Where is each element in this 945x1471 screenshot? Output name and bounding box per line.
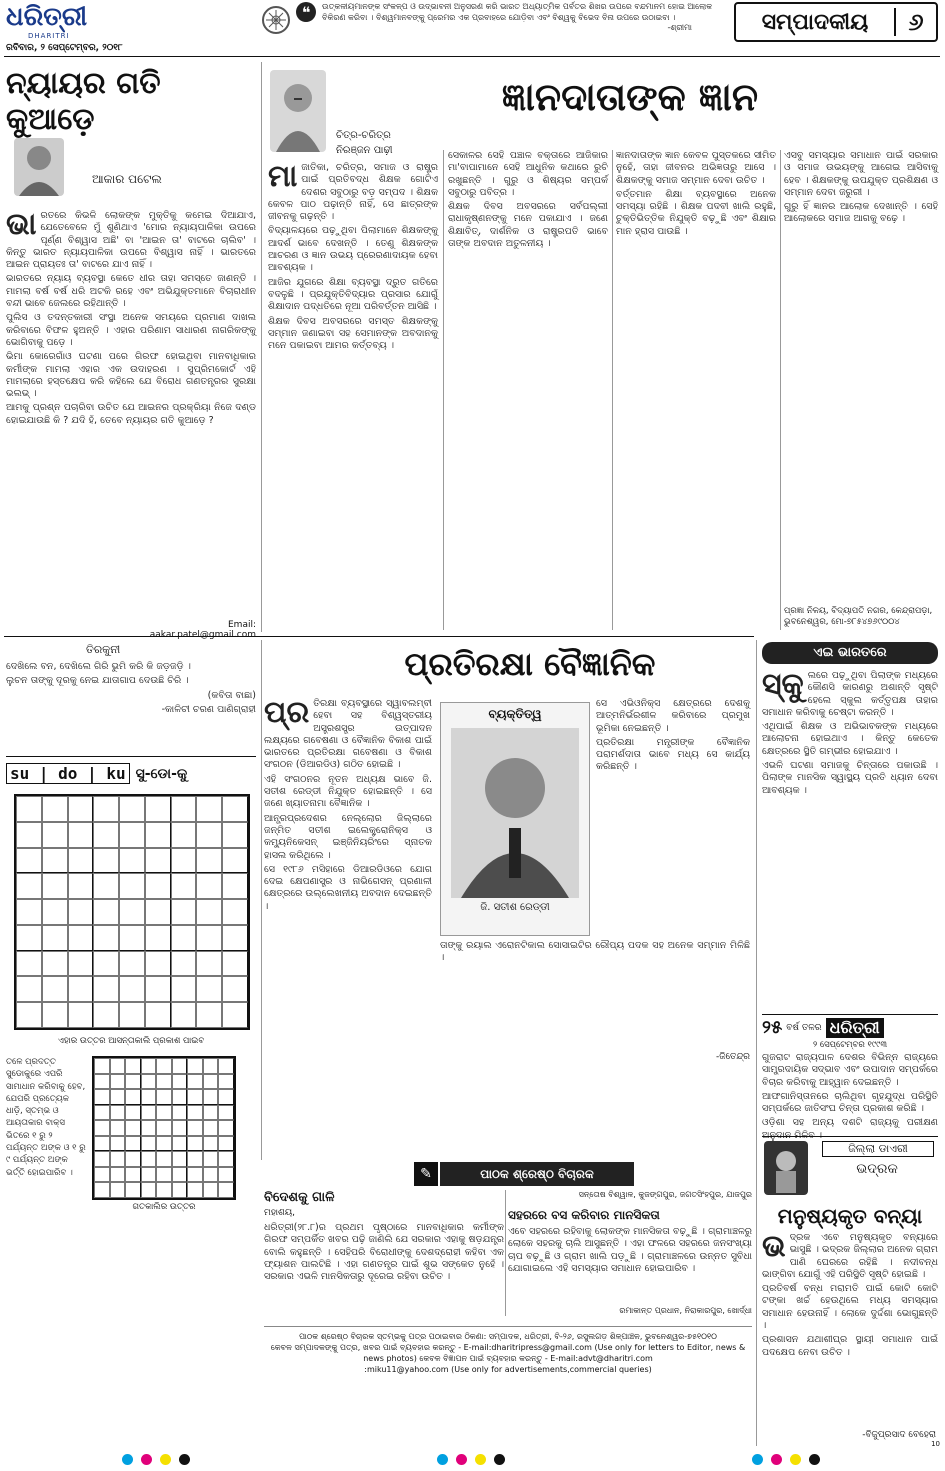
paragraph: ରତରେ କିଭଳି ଲୋକଙ୍କ ମୁକ୍ତିକୁ କମେଇ ଦିଆଯାଏ, ଯେତେବେଳେ ମୁଁ ଶୁଣିଥାଏ 'ମୋର ନ୍ୟାୟପାଳିକା ଉପରେ ପୂର୍ଣ୍ଣ ବିଶ୍ୱାସ ଅଛି' ବା 'ଆଇନ ତା' ବାଟରେ ଚାଲିବ' । କିନ୍ତୁ ଭାରତ ନ୍ୟାୟପାଳିକା ଉପରେ ବିଶ୍ୱାସ ନାହିଁ । ଭାରତରେ ଆଇନ ପ୍ରାୟତଃ ତା' ବାଟରେ ଯାଏ ନାହିଁ । <box>6 210 256 271</box>
sudoku-cell[interactable] <box>93 925 119 951</box>
sudoku-previous-cell <box>94 1089 110 1105</box>
sudoku-previous-cell <box>141 1182 157 1198</box>
sudoku-cell[interactable] <box>16 848 42 874</box>
sudoku-previous-cell <box>125 1167 141 1183</box>
sudoku-cell[interactable] <box>16 976 42 1002</box>
black-dot <box>179 1454 190 1465</box>
masthead <box>0 0 945 53</box>
flashback-brand: ଧରିତ୍ରୀ <box>826 1018 884 1038</box>
flashback-date: ୨ ସେପ୍ଟେମ୍ବର ୧୯୯୩ <box>812 1040 888 1050</box>
flashback-label: ବର୍ଷ ତଳର <box>786 1022 822 1033</box>
section-title: ସମ୍ପାଦକୀୟ <box>761 9 869 35</box>
sudoku-previous-cell <box>156 1167 172 1183</box>
sudoku-previous-cell <box>203 1167 219 1183</box>
sudoku-cell[interactable] <box>171 976 197 1002</box>
scientist-col-2 <box>596 698 750 934</box>
sudoku-cell[interactable] <box>222 848 248 874</box>
paragraph: ଜାତିକା, ଚରିତ୍ର, ସମାଜ ଓ ରାଷ୍ଟ୍ର ପାଇଁ ପ୍ରତିବଦ୍ଧ ଶିକ୍ଷକ ଗୋଟିଏ ଦେଶର ସବୁଠାରୁ ବଡ଼ ସମ୍ପଦ । ଶିକ୍ଷକ କେବଳ ପାଠ ପଢ଼ାନ୍ତି ନାହିଁ, ସେ ଛାତ୍ରଙ୍କ ଜୀବନକୁ ଗଢ଼ନ୍ତି । <box>268 162 438 223</box>
sudoku-previous-cell <box>125 1136 141 1152</box>
sudoku-cell[interactable] <box>93 822 119 848</box>
sudoku-previous-cell <box>125 1120 141 1136</box>
sudoku-previous-cell <box>172 1136 188 1152</box>
sudoku-previous-cell <box>94 1074 110 1090</box>
sudoku-previous-cell <box>218 1089 234 1105</box>
sudoku-previous-cell <box>141 1058 157 1074</box>
poem-line: ଲୁଚନ ତାଙ୍କୁ ଦୂରକୁ ନେଇ ଯାତାଗାପ ଦେଉଛି ଚିରି । <box>6 675 189 687</box>
sudoku-cell[interactable] <box>171 822 197 848</box>
sudoku-previous-cell <box>172 1089 188 1105</box>
paragraph: ଦ୍ରକ ଏବେ ମନୁଷ୍ୟକୃତ ବନ୍ୟାରେ ଭାସୁଛି । ଭଦ୍ରକ ଜିଲ୍ଲାର ଅନେକ ଗ୍ରାମ ପାଣି ଘେରରେ ରହିଛି । ନଦୀବନ୍ଧ ଭାଙ୍ଗିବା ଯୋଗୁଁ ଏହି ପରିସ୍ଥିତି ସୃଷ୍ଟି ହୋଇଛି । <box>762 1232 938 1280</box>
sudoku-previous-cell <box>218 1074 234 1090</box>
sudoku-cell[interactable] <box>119 951 145 977</box>
sudoku-previous-cell <box>172 1167 188 1183</box>
cyan-dot <box>122 1454 133 1465</box>
sudoku-cell[interactable] <box>68 899 94 925</box>
sudoku-previous-cell <box>94 1058 110 1074</box>
sudoku-rules: ତଳେ ପ୍ରଦତ୍ତ ସୁଡୋକୁରେ ଏପରି ସାମାଧାନ କରିବାକୁ ହେବ, ଯେପରି ପ୍ରତ୍ୟେକ ଧାଡ଼ି, ସ୍ତମ୍ଭ ଓ ଆୟତାକାର ବାକ୍ସ ଭିତରେ ୧ ରୁ ୨ ପର୍ଯ୍ୟନ୍ତ ଅଙ୍କ ଓ ୧ ରୁ ୯ ପର୍ଯ୍ୟନ୍ତ ଅଙ୍କ ଭର୍ତ୍ତି ହୋଇପାରିବ । <box>6 1057 86 1178</box>
sudoku-previous-cell <box>187 1074 203 1090</box>
sudoku-cell[interactable] <box>16 899 42 925</box>
paragraph: ଆନ୍ଧ୍ରପ୍ରଦେଶର ନେଲ୍ଲୋର ଜିଲ୍ଲାରେ ଜନ୍ମିତ ସତୀଶ ଇଲେକ୍ଟ୍ରୋନିକ୍ସ ଓ କମ୍ୟୁନିକେସନ୍ ଇଞ୍ଜିନିୟରିଂରେ ସ୍ନାତକ ହାସଲ କରିଥିଲେ । <box>264 812 432 861</box>
sudoku-cell[interactable] <box>119 976 145 1002</box>
black-dot <box>494 1454 505 1465</box>
sudoku-previous-cell <box>187 1167 203 1183</box>
sudoku-cell[interactable] <box>42 848 68 874</box>
sudoku-previous-label: ଗତକାଲିର ଉତ୍ତର <box>132 1202 196 1212</box>
footer-email-advt: :miku11@yahoo.com (Use only for advertisements,commercial queries) <box>364 1365 652 1374</box>
paragraph: ଭାରତରେ ନ୍ୟାୟ ବ୍ୟବସ୍ଥା କେତେ ଧୀର ତାହା ସମସ୍ତେ ଜାଣନ୍ତି । ମାମଲା ବର୍ଷ ବର୍ଷ ଧରି ଅଟକି ରହେ ଏବଂ ଅଭିଯୁକ୍ତମାନେ ବିଚାରାଧୀନ ବନ୍ଦୀ ଭାବେ ଜେଲରେ ରହିଥାନ୍ତି । <box>6 273 256 310</box>
sudoku-cell[interactable] <box>145 899 171 925</box>
sudoku-previous-cell <box>187 1120 203 1136</box>
flashback-item: ଓଡ଼ିଶା ସହ ଅନ୍ୟ ଦଶଟି ରାଜ୍ୟକୁ ପରୀକ୍ଷଣ ଅନୁଦାନ ମିଳିବ । <box>762 1117 938 1141</box>
sudoku-previous-cell <box>156 1074 172 1090</box>
sudoku-previous-cell <box>203 1151 219 1167</box>
sudoku-cell[interactable] <box>42 899 68 925</box>
flashback-item: ଆଫଗାନିସ୍ତାନରେ ଚାଲିଥିବା ଗୃହଯୁଦ୍ଧ ପରିସ୍ଥିତି ସମ୍ପର୍କରେ ଜାତିସଂଘ ଚିନ୍ତା ପ୍ରକାଶ କରିଛି । <box>762 1090 938 1115</box>
sudoku-cell[interactable] <box>222 925 248 951</box>
sudoku-section <box>6 756 256 1433</box>
sudoku-cell[interactable] <box>42 951 68 977</box>
column-author: ନିରଞ୍ଜନ ପାଢ଼ୀ <box>336 145 393 156</box>
sudoku-cell[interactable] <box>171 848 197 874</box>
paragraph: ଏହି ସଂଗଠନର ନୂତନ ଅଧ୍ୟକ୍ଷ ଭାବେ ଜି. ସତୀଶ ରେଡ୍ଡୀ ନିଯୁକ୍ତ ହୋଇଛନ୍ତି । ସେ ଜଣେ ଖ୍ୟାତନାମା ବୈଜ୍ଞାନିକ । <box>264 773 432 810</box>
flashback-items <box>762 1052 938 1141</box>
sudoku-title-or: ସୁ-ଡୋ-କୁ <box>135 765 188 782</box>
sudoku-cell[interactable] <box>171 1002 197 1028</box>
cyan-dot <box>437 1454 448 1465</box>
dropcap: ମା <box>268 159 298 194</box>
sudoku-cell[interactable] <box>68 976 94 1002</box>
flashback-box <box>762 1014 938 1141</box>
sudoku-cell[interactable] <box>93 951 119 977</box>
sudoku-previous-cell <box>156 1120 172 1136</box>
letter1-salutation: ମହାଶୟ, <box>264 1208 296 1218</box>
sudoku-previous-cell <box>218 1058 234 1074</box>
lead-editorial-title: ଜ୍ଞାନଦାତାଙ୍କ ଜ୍ଞାନ <box>501 75 759 119</box>
sudoku-cell[interactable] <box>222 951 248 977</box>
footer-email: କେବଳ ସମ୍ପାଦକଙ୍କୁ ପତ୍ର, ଖବର ପାଇଁ ବ୍ୟବହାର କରନ୍ତୁ - E-mail:dharitripress@gmail.com (Use only for letters to Editor, news & news photos) କେବଳ ବିଜ୍ଞାପନ ପାଇଁ ବ୍ୟବହାର କରନ୍ତୁ - E-mail:advt@dharitri.com <box>270 1343 746 1363</box>
sudoku-cell[interactable] <box>171 951 197 977</box>
poem-line: (କବିତା ବାଛା) <box>207 689 256 701</box>
sudoku-cell[interactable] <box>68 873 94 899</box>
sudoku-previous-cell <box>156 1105 172 1121</box>
sudoku-cell[interactable] <box>119 925 145 951</box>
sudoku-cell[interactable] <box>222 873 248 899</box>
lead-col-2 <box>616 150 776 628</box>
sudoku-cell[interactable] <box>171 925 197 951</box>
sudoku-previous-cell <box>141 1074 157 1090</box>
sudoku-cell[interactable] <box>16 873 42 899</box>
cmyk-marks <box>437 1450 508 1469</box>
sudoku-previous-cell <box>141 1089 157 1105</box>
letters-icon: ✎ <box>414 1162 438 1186</box>
flashback-item: ଗୁଜରାଟ ରାଜ୍ୟପାଳ ଦେଶର ବିଭିନ୍ନ ରାଜ୍ୟରେ ସାମ୍ପ୍ରଦାୟିକ ସଦ୍ଭାବ ଏବଂ ଉପାଦାନ ସମ୍ପର୍କରେ ବିଚାର କରିବାକୁ ଆହ୍ୱାନ ଦେଇଛନ୍ତି । <box>762 1052 938 1088</box>
flood-title: ମନୁଷ୍ୟକୃତ ବନ୍ୟା <box>777 1204 923 1228</box>
sudoku-previous-cell <box>187 1136 203 1152</box>
sudoku-previous-cell <box>110 1058 126 1074</box>
author-photo <box>14 138 64 196</box>
letter2-signature: ରମାକାନ୍ତ ପ୍ରଧାନ, ନିରାକାରପୁର, ଖୋର୍ଦ୍ଧା <box>619 1306 752 1315</box>
print-registration-bar <box>0 1452 945 1466</box>
letter2-title: ସହରରେ ବସ କରିବାର ମାନସିକତା <box>508 1208 660 1222</box>
sudoku-cell[interactable] <box>42 822 68 848</box>
paragraph: ଶିକ୍ଷକ ଦିବସ ଅବସରରେ ସର୍ବପଲ୍ଲୀ ରାଧାକୃଷ୍ଣନଙ୍କୁ ମନେ ପକାଯାଏ । ଜଣେ ଶିକ୍ଷାବିତ୍, ଦାର୍ଶନିକ ଓ ରାଷ୍ଟ୍ରପତି ଭାବେ ତାଙ୍କ ଅବଦାନ ଅତୁଳନୀୟ । <box>448 201 608 250</box>
scientist-title: ପ୍ରତିରକ୍ଷା ବୈଜ୍ଞାନିକ <box>404 645 656 683</box>
sudoku-previous-cell <box>187 1151 203 1167</box>
sudoku-cell[interactable] <box>145 822 171 848</box>
sudoku-previous-cell <box>94 1105 110 1121</box>
paragraph: ତିରକ୍ଷା ବ୍ୟବସ୍ଥାରେ ସ୍ୱାବଲମ୍ବୀ ହେବା ସହ ବିଶ୍ୱସ୍ତରୀୟ ଅସ୍ତ୍ରଶସ୍ତ୍ର ଉତ୍ପାଦନ ଲକ୍ଷ୍ୟରେ ଗବେଷଣା ଓ ବୈଜ୍ଞାନିକ ବିକାଶ ପାଇଁ ଭାରତରେ ପ୍ରତିରକ୍ଷା ଗବେଷଣା ଓ ବିକାଶ ସଂଗଠନ (ଡିଆରଡିଓ) ଗଠିତ ହୋଇଛି । <box>264 698 432 771</box>
flood-body <box>762 1229 938 1428</box>
lead-col-1 <box>448 150 608 628</box>
footer-address: ପାଠକ ଶ୍ରେଷ୍ଠ ବିଚାରକ ସ୍ତମ୍ଭକୁ ପତ୍ର ପଠାଇବାର ଠିକଣା: ସମ୍ପାଦକ, ଧରିତ୍ରୀ, ବି-୨୬, ରସୁଲଗଡ଼ ଶିଳ୍ପାଞ୍ଚଳ, ଭୁବନେଶ୍ୱର-୭୫୧୦୧୦ <box>299 1332 717 1341</box>
sudoku-cell[interactable] <box>222 1002 248 1028</box>
paragraph: ଭିମା କୋରେଗାଁଓ ଘଟଣା ପରେ ଗିରଫ ହୋଇଥିବା ମାନବାଧିକାର କର୍ମୀଙ୍କ ମାମଲା ଏହାର ଏକ ଉଦାହରଣ । ସୁପ୍ରିମକୋର୍ଟ ଏହି ମାମଲାରେ ହସ୍ତକ୍ଷେପ କରି କହିଲେ ଯେ ବିରୋଧ ଗଣତନ୍ତ୍ରର ସୁରକ୍ଷା ଭଲଭ୍ । <box>6 351 256 400</box>
paragraph: ଜ୍ଞାନଦାତାଙ୍କ ଜ୍ଞାନ କେବଳ ପୁସ୍ତକରେ ସୀମିତ ନୁହେଁ, ତାହା ଜୀବନର ଅଭିଜ୍ଞତାରୁ ଆସେ । ଶିକ୍ଷକଙ୍କୁ ସମାଜ ସମ୍ମାନ ଦେବା ଉଚିତ । <box>616 150 776 186</box>
dropcap: ପ୍ର <box>264 695 310 730</box>
sudoku-previous-cell <box>94 1182 110 1198</box>
sudoku-cell[interactable] <box>171 796 197 822</box>
paragraph: ଏଭଳି ଘଟଣା ସମାଜକୁ ଚିନ୍ତାରେ ପକାଉଛି । ପିଲାଙ୍କ ମାନସିକ ସ୍ୱାସ୍ଥ୍ୟ ପ୍ରତି ଧ୍ୟାନ ଦେବା ଆବଶ୍ୟକ । <box>762 760 938 796</box>
sudoku-cell[interactable] <box>145 951 171 977</box>
sudoku-previous-cell <box>156 1136 172 1152</box>
sudoku-previous-cell <box>172 1182 188 1198</box>
sudoku-cell[interactable] <box>145 925 171 951</box>
sudoku-cell[interactable] <box>42 1002 68 1028</box>
sudoku-previous-cell <box>156 1058 172 1074</box>
sudoku-previous-cell <box>218 1136 234 1152</box>
sudoku-previous-cell <box>172 1058 188 1074</box>
sudoku-previous-cell <box>94 1151 110 1167</box>
paragraph: ଗୁରୁ ହିଁ ଜ୍ଞାନର ଆଲୋକ ଦେଖାନ୍ତି । ସେହି ଆଲୋକରେ ସମାଜ ଆଗକୁ ବଢ଼େ । <box>784 201 938 225</box>
sudoku-previous-cell <box>218 1105 234 1121</box>
column-label: ଚିତ୍ର-ଚରିତ୍ର <box>336 130 391 141</box>
lead-signature: ପ୍ରଜ୍ଞା ନିଳୟ, ବିଦ୍ୟାପତି ନଗର, କେନ୍ଦ୍ରାପଡ଼ା, ଭୁବନେଶ୍ୱର, ମୋ-୭୮୫୪୭୬୯୦୦୪ <box>784 606 933 627</box>
sudoku-previous-cell <box>187 1089 203 1105</box>
brand-name: ଧରିତ୍ରୀ <box>6 2 88 32</box>
dropcap: ଭ <box>762 1229 786 1264</box>
sudoku-cell[interactable] <box>68 822 94 848</box>
sudoku-cell[interactable] <box>93 976 119 1002</box>
sudoku-previous-cell <box>94 1167 110 1183</box>
scientist-col-1 <box>264 695 432 1148</box>
brand-sub: DHARITRI <box>28 32 70 40</box>
paragraph: ଆମକୁ ପ୍ରଶ୍ନ ପଚାରିବା ଉଚିତ ଯେ ଆଇନର ପ୍ରକ୍ରିୟା ନିଜେ ଦଣ୍ଡ ହୋଇଯାଉଛି କି ? ଯଦି ହଁ, ତେବେ ନ୍ୟାୟର ଗତି କୁଆଡ଼େ ? <box>6 402 256 426</box>
sudoku-previous-cell <box>110 1120 126 1136</box>
sudoku-cell[interactable] <box>196 899 222 925</box>
dropcap: ସ୍କୁ <box>762 667 804 702</box>
sudoku-cell[interactable] <box>196 796 222 822</box>
sudoku-previous-cell <box>218 1182 234 1198</box>
sudoku-previous-cell <box>172 1151 188 1167</box>
sudoku-cell[interactable] <box>196 873 222 899</box>
sudoku-previous-cell <box>203 1182 219 1198</box>
letter1-signature: ସନ୍ତୋଷ ବିଶ୍ୱାଳ, କୁଜଙ୍ଗପୁର, ଜଗତସିଂହପୁର, ଯାଜପୁର <box>578 1190 752 1199</box>
sudoku-cell[interactable] <box>42 976 68 1002</box>
sudoku-previous-cell <box>218 1167 234 1183</box>
poem-line: ଦେଖିଲେ ବନ, ଦେଖିଲେ ଗିରି ଭୁମି କରି କି ଜଡ଼ଜଡ଼ି । <box>6 661 191 672</box>
quote-mark-icon: ❝ <box>296 2 316 22</box>
sudoku-cell[interactable] <box>119 848 145 874</box>
sudoku-header <box>6 763 256 784</box>
paragraph: ବିଦ୍ୟାଳୟରେ ପଢ଼ୁଥିବା ପିଲାମାନେ ଶିକ୍ଷକଙ୍କୁ ଆଦର୍ଶ ଭାବେ ଦେଖନ୍ତି । ତେଣୁ ଶିକ୍ଷକଙ୍କ ଆଚରଣ ଓ ଜ୍ଞାନ ଉଭୟ ପ୍ରେରଣାଦାୟକ ହେବା ଆବଶ୍ୟକ । <box>268 225 438 274</box>
sudoku-previous-cell <box>141 1105 157 1121</box>
sudoku-previous-cell <box>125 1058 141 1074</box>
columnist-photo <box>270 70 326 152</box>
paragraph: ସେକାଳର ସେହି ପଞ୍ଚାଳ ବକ୍ତାରେ ଆଜିକାର ମା'ବାପାମାନେ ସେହି ଆଧୁନିକ କଥାରେ ରୁଚି ରଖୁଛନ୍ତି । ଗୁରୁ ଓ ଶିଷ୍ୟର ସମ୍ପର୍କ ସବୁଠାରୁ ପବିତ୍ର । <box>448 150 608 198</box>
paragraph: ଏଥିପାଇଁ ଶିକ୍ଷକ ଓ ଅଭିଭାବକଙ୍କ ମଧ୍ୟରେ ଆଲୋଚନା ହୋଇଥାଏ । କିନ୍ତୁ କେତେକ କ୍ଷେତ୍ରରେ ସ୍ଥିତି ଗମ୍ଭୀର ହୋଇଯାଏ । <box>762 721 938 757</box>
magenta-dot <box>456 1454 467 1465</box>
section-label <box>734 2 938 42</box>
cmyk-marks <box>752 1450 823 1469</box>
author-email: Email: aakar.patel@gmail.com <box>149 620 256 640</box>
page-number: ୬ <box>894 8 936 36</box>
sudoku-previous-cell <box>125 1105 141 1121</box>
scientist-col-3 <box>440 940 750 1048</box>
sudoku-grid[interactable] <box>14 794 250 1030</box>
brand-logo <box>6 2 88 42</box>
paragraph: ସେ ୧୯୮୬ ମସିହାରେ ଡିଆରଡିଓରେ ଯୋଗ ଦେଇ କ୍ଷେପଣାସ୍ତ୍ର ଓ ନାଭିଗେସନ୍ ପ୍ରଣାଳୀ କ୍ଷେତ୍ରରେ ଉଲ୍ଲେଖନୀୟ ଅବଦାନ ଦେଇଛନ୍ତି । <box>264 863 432 912</box>
sudoku-cell[interactable] <box>119 1002 145 1028</box>
letter1-body: ଧରିତ୍ରୀ(୨୮.୮)ର ପ୍ରଥମ ପୃଷ୍ଠାରେ ମାନବାଧିକାର କର୍ମୀଙ୍କ ଗିରଫ ସମ୍ପର୍କିତ ଖବର ପଢ଼ି ଜାଣିଲି ଯେ ସରକାର ଏହାକୁ ଷଡ଼ଯନ୍ତ୍ର ବୋଲି କହୁଛନ୍ତି । ସେହିପରି ବିରୋଧୀଙ୍କୁ ଦେଶଦ୍ରୋହୀ କହିବା ଏକ ଫ୍ୟାଶନ ପାଲଟିଛି । ଏହା ଗଣତନ୍ତ୍ର ପାଇଁ ଶୁଭ ସଙ୍କେତ ନୁହେଁ । ସରକାର ଏଭଳି ମାନସିକତାରୁ ଦୂରେଇ ରହିବା ଉଚିତ । <box>264 1222 504 1283</box>
sudoku-previous-cell <box>110 1089 126 1105</box>
sudoku-cell[interactable] <box>68 848 94 874</box>
sudoku-cell[interactable] <box>222 976 248 1002</box>
scientist-signature: -ଜିତେନ୍ଦ୍ର <box>715 1052 750 1062</box>
district-name: ଭଦ୍ରକ <box>856 1161 898 1177</box>
sudoku-previous-cell <box>156 1182 172 1198</box>
letters-footer <box>264 1326 752 1375</box>
sudoku-cell[interactable] <box>119 822 145 848</box>
sudoku-cell[interactable] <box>68 951 94 977</box>
sudoku-cell[interactable] <box>145 873 171 899</box>
sudoku-cell[interactable] <box>16 951 42 977</box>
sudoku-answer-note: ଏହାର ଉତ୍ତର ଆସନ୍ତାକାଲି ପ୍ରକାଶ ପାଇବ <box>57 1036 205 1046</box>
sudoku-previous-cell <box>203 1136 219 1152</box>
sudoku-previous-cell <box>110 1074 126 1090</box>
scientist-photo <box>451 728 579 898</box>
sudoku-previous-cell <box>156 1151 172 1167</box>
sudoku-cell[interactable] <box>16 925 42 951</box>
sudoku-previous-cell <box>203 1058 219 1074</box>
sudoku-previous-cell <box>110 1151 126 1167</box>
sudoku-cell[interactable] <box>93 873 119 899</box>
sudoku-cell[interactable] <box>145 1002 171 1028</box>
letters-title: ପାଠକ ଶ୍ରେଷ୍ଠ ବିଚାରକ <box>440 1162 634 1186</box>
flood-signature: -ବିଜୁପ୍ରସାଦ ବେହେରା <box>862 1430 936 1440</box>
sudoku-cell[interactable] <box>222 899 248 925</box>
sudoku-cell[interactable] <box>196 976 222 1002</box>
deity-image <box>764 1141 808 1195</box>
dropcap: ଭା <box>6 207 37 242</box>
paragraph: ଶିକ୍ଷକ ଦିବସ ଅବସରରେ ସମସ୍ତ ଶିକ୍ଷକଙ୍କୁ ସମ୍ମାନ ଜଣାଇବା ସହ ସେମାନଙ୍କ ଅବଦାନକୁ ମନେ ପକାଇବା ଆମର କର୍ତ୍ତବ୍ୟ । <box>268 315 438 352</box>
sudoku-previous-cell <box>94 1136 110 1152</box>
folio-number: 10 <box>931 1440 940 1448</box>
date-line: ରବିବାର, ୨ ସେପ୍ଟେମ୍ବର, ୨୦୧୮ <box>6 43 123 53</box>
sudoku-previous-cell <box>172 1120 188 1136</box>
sudoku-cell[interactable] <box>196 925 222 951</box>
sudoku-previous-cell <box>125 1074 141 1090</box>
sudoku-cell[interactable] <box>196 822 222 848</box>
scientist-caption: ଜି. ସତୀଶ ରେଡ୍ଡୀ <box>480 902 550 913</box>
sudoku-cell[interactable] <box>145 848 171 874</box>
emblem-icon <box>262 6 290 34</box>
paragraph: ପ୍ରତିବର୍ଷ ବନ୍ଧ ମରାମତି ପାଇଁ କୋଟି କୋଟି ଟଙ୍କା ଖର୍ଚ୍ଚ ହେଉଥିଲେ ମଧ୍ୟ ସମସ୍ୟାର ସମାଧାନ ହେଉନାହିଁ । ଲୋକେ ଦୁର୍ଦ୍ଦଶା ଭୋଗୁଛନ୍ତି । <box>762 1283 938 1332</box>
sudoku-previous-cell <box>141 1151 157 1167</box>
article-justice-author: ଆକାର ପଟେଲ <box>92 172 162 186</box>
paragraph: ପ୍ରତିରକ୍ଷା ମନ୍ତ୍ରୀଙ୍କ ବୈଜ୍ଞାନିକ ପରାମର୍ଶଦାତା ଭାବେ ମଧ୍ୟ ସେ କାର୍ଯ୍ୟ କରିଛନ୍ତି । <box>596 736 750 773</box>
sudoku-title-en: su | do | ku <box>6 763 130 784</box>
article-justice-title: ନ୍ୟାୟର ଗତି କୁଆଡ଼େ <box>6 66 161 137</box>
sudoku-cell[interactable] <box>16 1002 42 1028</box>
letter2-body: ଏବେ ସହରରେ ରହିବାକୁ ଲୋକଙ୍କ ମାନସିକତା ବଢ଼ୁଛି । ଗ୍ରାମାଞ୍ଚଳରୁ ଲୋକେ ସହରକୁ ଚାଲି ଆସୁଛନ୍ତି । ଏହା ଫଳରେ ସହରରେ ଜନସଂଖ୍ୟା ଚାପ ବଢ଼ୁଛି ଓ ଗ୍ରାମ ଖାଲି ପଡ଼ୁଛି । ଗ୍ରାମାଞ୍ଚଳରେ ଉନ୍ନତ ସୁବିଧା ଯୋଗାଇଲେ ଏହି ସମସ୍ୟାର ସମାଧାନ ହୋଇପାରିବ । <box>508 1226 752 1274</box>
poem-lines <box>6 661 256 741</box>
sudoku-previous-grid <box>92 1056 236 1200</box>
sudoku-cell[interactable] <box>93 796 119 822</box>
sudoku-cell[interactable] <box>119 796 145 822</box>
sudoku-cell[interactable] <box>222 822 248 848</box>
sudoku-previous-cell <box>110 1182 126 1198</box>
quote-text: ଉତ୍କଳୀୟମାନଙ୍କ ସଂକଳ୍ପ ଓ ଉଦ୍ଭାବନୀ ଅନୁସରଣ କରି ଭାରତ ଅଧ୍ୟାତ୍ମିକ ପର୍ବତର ଶିଖର ଉପରେ ବନ୍ଦମାନମ ହୋଇ ଆଲୋକ ବିକିରଣ କରିବା । ବିଶ୍ୱମାନବଙ୍କୁ ପ୍ରେମର ଏକ ପ୍ରବାହରେ ଯୋଡ଼ିବା ଏବଂ ବିଶ୍ୱକୁ ବିଭେଦ ବିନା ଉପରେ ଉଠାଇବା । <box>322 2 713 22</box>
sudoku-previous-cell <box>141 1136 157 1152</box>
sudoku-cell[interactable] <box>196 848 222 874</box>
sudoku-previous-cell <box>125 1182 141 1198</box>
paragraph: ତାଙ୍କୁ ରୟାଲ ଏରୋନଟିକାଲ ସୋସାଇଟିର ରୌପ୍ୟ ପଦକ ସହ ଅନେକ ସମ୍ମାନ ମିଳିଛି । <box>440 940 750 964</box>
sudoku-previous-cell <box>141 1120 157 1136</box>
sudoku-previous-cell <box>94 1120 110 1136</box>
magenta-dot <box>141 1454 152 1465</box>
paragraph: ସେ ଏଭିଓନିକ୍ସ କ୍ଷେତ୍ରରେ ଦେଶକୁ ଆତ୍ମନିର୍ଭରଶୀଳ କରିବାରେ ପ୍ରମୁଖ ଭୂମିକା ନେଇଛନ୍ତି । <box>596 698 750 734</box>
sudoku-cell[interactable] <box>196 1002 222 1028</box>
ei-bharatare-header: ଏଇ ଭାରତରେ <box>762 642 938 664</box>
sudoku-cell[interactable] <box>42 796 68 822</box>
cmyk-marks <box>122 1450 193 1469</box>
sudoku-previous-cell <box>110 1105 126 1121</box>
sudoku-cell[interactable] <box>68 796 94 822</box>
paragraph: ଆଜିର ଯୁଗରେ ଶିକ୍ଷା ବ୍ୟବସ୍ଥା ଦ୍ରୁତ ଗତିରେ ବଦଳୁଛି । ପ୍ରଯୁକ୍ତିବିଦ୍ୟାର ପ୍ରସାର ଯୋଗୁଁ ଶିକ୍ଷାଦାନ ପଦ୍ଧତିରେ ନୂଆ ପରିବର୍ତ୍ତନ ଆସିଛି । <box>268 276 438 313</box>
sudoku-cell[interactable] <box>93 899 119 925</box>
sudoku-previous-cell <box>203 1089 219 1105</box>
flashback-years: ୨୫ <box>762 1017 783 1038</box>
sudoku-cell[interactable] <box>119 899 145 925</box>
ei-bharatare-body <box>762 667 938 1012</box>
article-justice-body <box>6 207 256 616</box>
district-diary-label: ଜିଲ୍ଲା ଡାଏରୀ <box>822 1141 934 1157</box>
yellow-dot <box>790 1454 801 1465</box>
sudoku-cell[interactable] <box>119 873 145 899</box>
sudoku-previous-cell <box>110 1136 126 1152</box>
sudoku-cell[interactable] <box>222 796 248 822</box>
poem-title: ତିରକୁନୀ <box>86 643 121 656</box>
personality-label: ବ୍ୟକ୍ତିତ୍ୱ <box>488 707 542 721</box>
sudoku-previous-cell <box>172 1074 188 1090</box>
sudoku-cell[interactable] <box>145 976 171 1002</box>
sudoku-previous-cell <box>218 1120 234 1136</box>
paragraph: ବର୍ତ୍ତମାନ ଶିକ୍ଷା ବ୍ୟବସ୍ଥାରେ ଅନେକ ସମସ୍ୟା ରହିଛି । ଶିକ୍ଷକ ପଦବୀ ଖାଲି ରହୁଛି, ଚୁକ୍ତିଭିତ୍ତିକ ନିଯୁକ୍ତି ବଢ଼ୁଛି ଏବଂ ଶିକ୍ଷାର ମାନ ହ୍ରାସ ପାଉଛି । <box>616 188 776 237</box>
magenta-dot <box>771 1454 782 1465</box>
sudoku-cell[interactable] <box>42 925 68 951</box>
quote-author: -ଶ୍ରୀମା <box>667 23 692 32</box>
sudoku-cell[interactable] <box>42 873 68 899</box>
sudoku-cell[interactable] <box>68 925 94 951</box>
sudoku-previous-cell <box>141 1167 157 1183</box>
letters-header <box>414 1162 634 1186</box>
sudoku-previous-cell <box>110 1167 126 1183</box>
paragraph: ଏସବୁ ସମସ୍ୟାର ସମାଧାନ ପାଇଁ ସରକାର ଓ ସମାଜ ଉଭୟଙ୍କୁ ଆଗେଇ ଆସିବାକୁ ହେବ । ଶିକ୍ଷକଙ୍କୁ ଉପଯୁକ୍ତ ପ୍ରଶିକ୍ଷଣ ଓ ସମ୍ମାନ ଦେବା ଜରୁରୀ । <box>784 150 938 198</box>
sudoku-previous-cell <box>125 1151 141 1167</box>
sudoku-cell[interactable] <box>171 873 197 899</box>
sudoku-previous-cell <box>125 1089 141 1105</box>
sudoku-cell[interactable] <box>171 899 197 925</box>
sudoku-previous-cell <box>203 1120 219 1136</box>
sudoku-cell[interactable] <box>16 822 42 848</box>
paragraph: ପ୍ରଶାସନ ଯଥାଶୀଘ୍ର ସ୍ଥାୟୀ ସମାଧାନ ପାଇଁ ପଦକ୍ଷେପ ନେବା ଉଚିତ । <box>762 1334 938 1358</box>
sudoku-previous-cell <box>156 1089 172 1105</box>
poem-line: -କାଳିଚୀ ଚରଣ ପାଣିଗ୍ରାହୀ <box>161 703 256 715</box>
sudoku-previous-cell <box>187 1105 203 1121</box>
sudoku-cell[interactable] <box>68 1002 94 1028</box>
portrait-column-body <box>268 159 438 630</box>
poem-box <box>6 636 256 751</box>
sudoku-cell[interactable] <box>145 796 171 822</box>
paragraph: ଲରେ ପଢ଼ୁଥିବା ପିଲାଙ୍କ ମଧ୍ୟରେ କୌଣସି କାରଣରୁ ଅଶାନ୍ତି ସୃଷ୍ଟି ହେଲେ ସ୍କୁଲ କର୍ତ୍ତୃପକ୍ଷ ତାହାର ସମାଧାନ କରିବାକୁ ଚେଷ୍ଟା କରନ୍ତି । <box>762 670 938 718</box>
sudoku-cell[interactable] <box>93 1002 119 1028</box>
flashback-header <box>762 1017 938 1038</box>
district-diary <box>762 1136 938 1199</box>
sudoku-cell[interactable] <box>196 951 222 977</box>
yellow-dot <box>160 1454 171 1465</box>
letter1-title: ବିଦେଶକୁ ଗାଳି <box>264 1190 335 1205</box>
sudoku-previous-cell <box>187 1058 203 1074</box>
personality-box <box>440 702 590 936</box>
masthead-quote <box>322 2 722 34</box>
paragraph: ପୁଲିସ ଓ ତଦନ୍ତକାରୀ ସଂସ୍ଥା ଅନେକ ସମୟରେ ପ୍ରମାଣ ଦାଖଲ କରିବାରେ ବିଫଳ ହୁଅନ୍ତି । ଏହାର ପରିଣାମ ସାଧାରଣ ନାଗରିକଙ୍କୁ ଭୋଗିବାକୁ ପଡ଼େ । <box>6 312 256 348</box>
sudoku-previous-cell <box>203 1105 219 1121</box>
black-dot <box>809 1454 820 1465</box>
sudoku-cell[interactable] <box>16 796 42 822</box>
yellow-dot <box>475 1454 486 1465</box>
cyan-dot <box>752 1454 763 1465</box>
sudoku-previous-cell <box>172 1105 188 1121</box>
sudoku-previous-cell <box>187 1182 203 1198</box>
sudoku-previous-cell <box>203 1074 219 1090</box>
sudoku-previous-cell <box>218 1151 234 1167</box>
lead-col-3 <box>784 150 938 600</box>
sudoku-cell[interactable] <box>93 848 119 874</box>
